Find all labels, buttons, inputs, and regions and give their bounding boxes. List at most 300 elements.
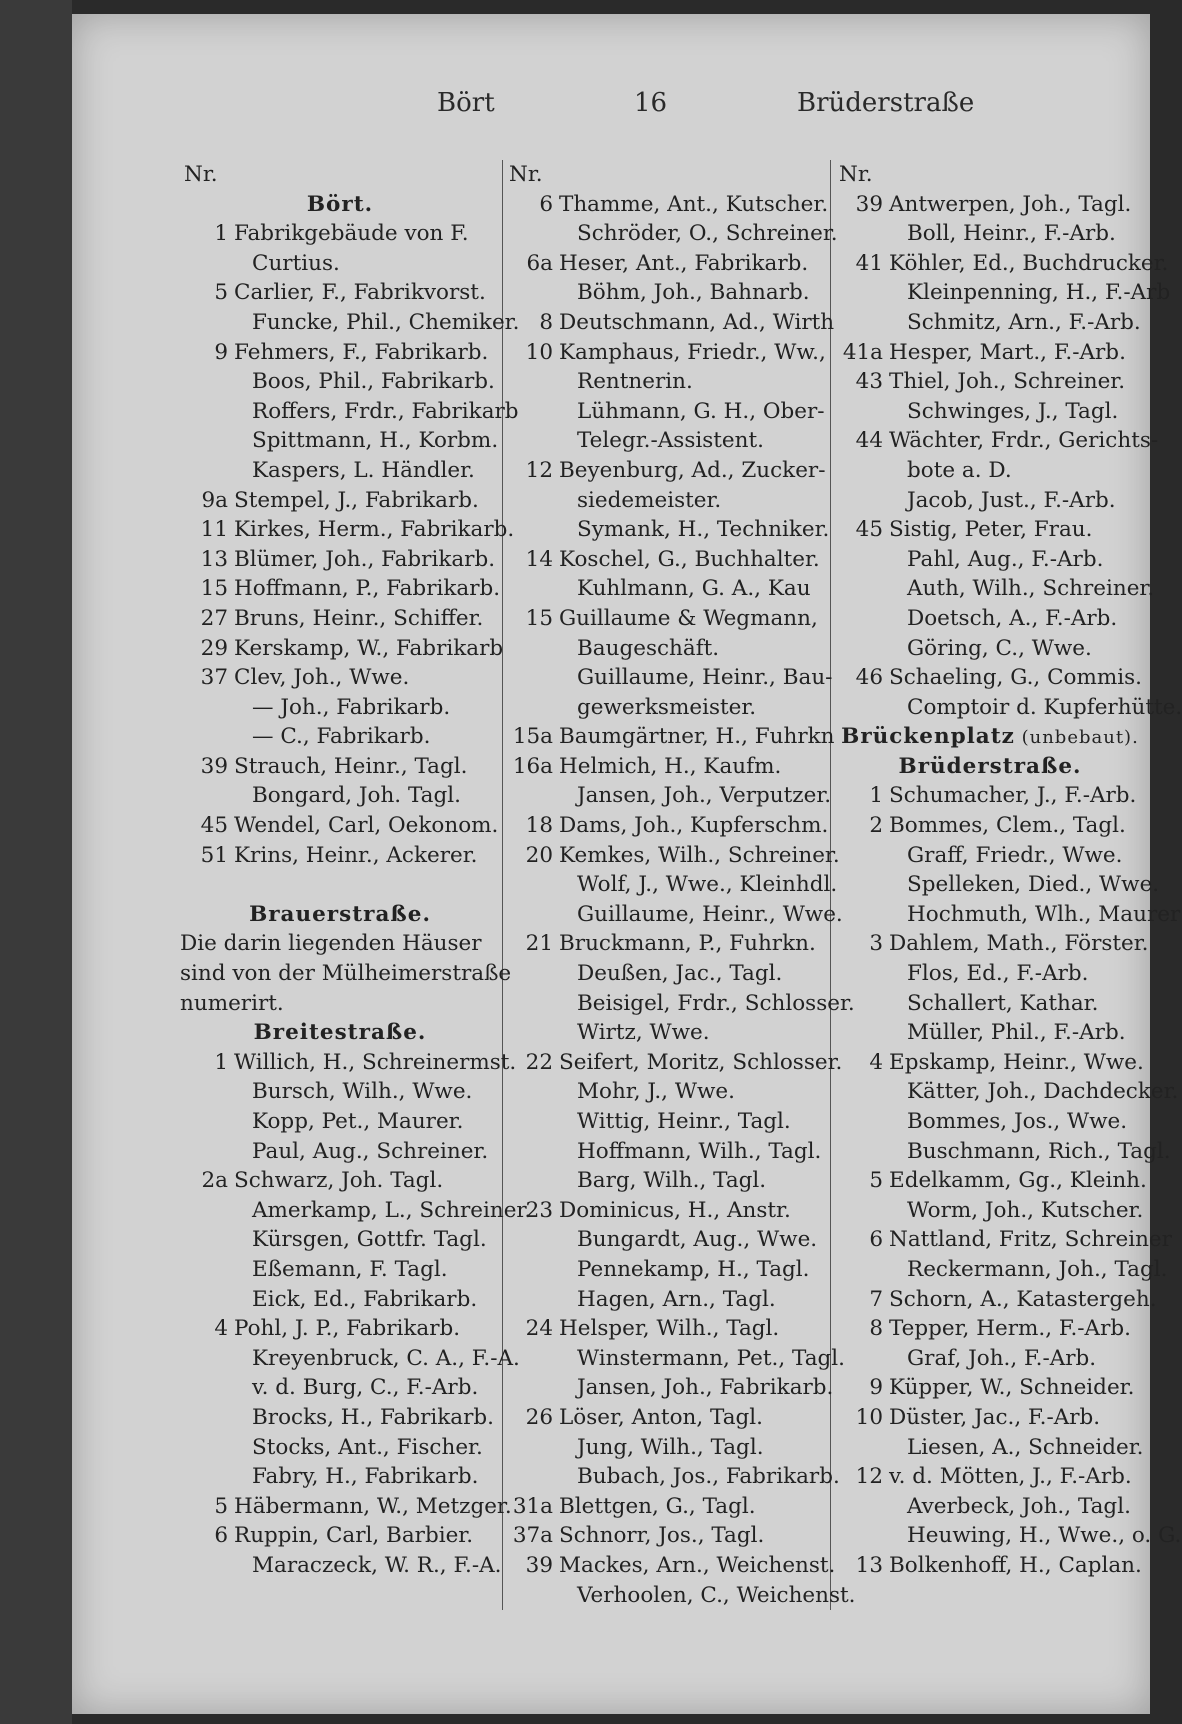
entry-row	[180, 249, 500, 279]
resident-text: Nattland, Fritz, Schreiner	[889, 1227, 1172, 1253]
entry-row	[180, 604, 500, 634]
entry-row	[835, 663, 1145, 693]
entry-row	[505, 1107, 823, 1137]
house-number: 10	[525, 339, 553, 365]
house-number: 4	[869, 1049, 883, 1075]
entry-row	[180, 1166, 500, 1196]
entry-row	[180, 1314, 500, 1344]
entry-row	[835, 1433, 1145, 1463]
resident-text: Dahlem, Math., Förster.	[889, 931, 1149, 957]
resident-text: Brocks, H., Fabrikarb.	[252, 1404, 494, 1430]
resident-text: Jansen, Joh., Verputzer.	[577, 783, 832, 809]
entry-row	[835, 781, 1145, 811]
resident-text: Barg, Wilh., Tagl.	[577, 1168, 767, 1194]
entry-row	[505, 367, 823, 397]
entry-row	[505, 1225, 823, 1255]
resident-text: Beisigel, Frdr., Schlosser.	[577, 990, 855, 1016]
entry-row	[180, 1077, 500, 1107]
entry-row	[835, 1373, 1145, 1403]
resident-text: Deutschmann, Ad., Wirth	[559, 309, 835, 335]
entry-row	[835, 900, 1181, 930]
resident-text: Kürsgen, Gottfr. Tagl.	[252, 1227, 487, 1253]
house-number: 2	[869, 813, 883, 839]
house-number: 13	[200, 546, 228, 572]
resident-text: Schnorr, Jos., Tagl.	[559, 1523, 765, 1549]
entry-row	[835, 1137, 1171, 1167]
house-number: 1	[869, 783, 883, 809]
entry-row	[505, 870, 838, 900]
house-number: 8	[539, 309, 553, 335]
page-number: 16	[634, 88, 668, 118]
resident-text: Wendel, Carl, Oekonom.	[234, 813, 499, 839]
entry-row	[180, 160, 500, 190]
resident-text: Reckermann, Joh., Tagl.	[907, 1256, 1168, 1282]
house-number: 24	[525, 1316, 553, 1342]
entry-row	[180, 693, 500, 723]
house-number: 45	[200, 813, 228, 839]
resident-text: Antwerpen, Joh., Tagl.	[889, 191, 1132, 217]
resident-text: Baumgärtner, H., Fuhrkn	[559, 724, 835, 750]
house-number: 12	[525, 457, 553, 483]
entry-row	[180, 456, 500, 486]
resident-text: Stocks, Ant., Fischer.	[252, 1434, 483, 1460]
entry-row	[505, 1521, 823, 1551]
resident-text: Funcke, Phil., Chemiker.	[252, 309, 520, 335]
house-number: 9a	[201, 487, 228, 513]
house-number: 1	[214, 1049, 228, 1075]
house-number: 6	[214, 1523, 228, 1549]
resident-text: v. d. Mötten, J., F.-Arb.	[889, 1464, 1132, 1490]
resident-text: Graff, Friedr., Wwe.	[907, 842, 1123, 868]
entry-row	[835, 929, 1149, 959]
entry-row	[505, 486, 823, 516]
entry-row	[835, 1196, 1145, 1226]
resident-text: Koschel, G., Buchhalter.	[559, 546, 820, 572]
resident-text: Kaspers, L. Händler.	[252, 457, 475, 483]
entry-row	[505, 604, 823, 634]
entry-row	[505, 1196, 823, 1226]
resident-text: gewerksmeister.	[577, 694, 757, 720]
entry-row	[835, 1314, 1145, 1344]
entry-row	[505, 219, 838, 249]
resident-text: Ruppin, Carl, Barbier.	[234, 1523, 474, 1549]
house-number: 13	[855, 1552, 883, 1578]
resident-text: Schwinges, J., Tagl.	[907, 398, 1119, 424]
resident-text: Averbeck, Joh., Tagl.	[907, 1493, 1131, 1519]
entry-row	[180, 397, 519, 427]
street-note: (unbebaut).	[1014, 727, 1139, 749]
entry-row	[505, 1255, 823, 1285]
resident-text: Hoffmann, Wilh., Tagl.	[577, 1138, 822, 1164]
house-number: 41	[855, 250, 883, 276]
resident-text: Göring, C., Wwe.	[907, 635, 1092, 661]
entry-row	[505, 1166, 823, 1196]
entry-row	[180, 1373, 500, 1403]
resident-text: Hagen, Arn., Tagl.	[577, 1286, 776, 1312]
resident-text: Roffers, Frdr., Fabrikarb	[252, 398, 519, 424]
resident-text: Heser, Ant., Fabrikarb.	[559, 250, 809, 276]
resident-text: Wächter, Frdr., Gerichts-	[889, 428, 1159, 454]
entry-row	[505, 1077, 823, 1107]
entry-row	[505, 663, 833, 693]
entry-row	[835, 1551, 1145, 1581]
resident-text: — Joh., Fabrikarb.	[252, 694, 451, 720]
resident-text: Winstermann, Pet., Tagl.	[577, 1345, 846, 1371]
entry-row	[180, 515, 515, 545]
house-number: 37	[200, 665, 228, 691]
house-number: 23	[525, 1197, 553, 1223]
entry-row	[505, 929, 823, 959]
entry-row	[835, 190, 1145, 220]
resident-text: Blettgen, G., Tagl.	[559, 1493, 756, 1519]
resident-text: Jacob, Just., F.-Arb.	[907, 487, 1116, 513]
resident-text: Kopp, Pet., Maurer.	[252, 1109, 464, 1134]
entry-row	[505, 397, 823, 427]
house-number: 5	[869, 1168, 883, 1194]
header-right: Brüderstraße	[797, 88, 975, 118]
entry-row	[180, 426, 500, 456]
street-heading: Bört.	[306, 191, 374, 217]
house-number: 16a	[512, 753, 553, 779]
resident-text: Helsper, Wilh., Tagl.	[559, 1316, 780, 1342]
entry-row	[835, 1403, 1145, 1433]
entry-row	[505, 1551, 836, 1581]
entry-row	[505, 1581, 856, 1611]
column-divider	[502, 160, 503, 1610]
entry-row	[835, 634, 1145, 664]
resident-text: Clev, Joh., Wwe.	[234, 665, 410, 691]
house-number: 15	[200, 576, 228, 602]
entry-row	[505, 693, 823, 723]
entry-row	[835, 338, 1145, 368]
entry-row	[180, 1462, 500, 1492]
house-number: 51	[200, 842, 228, 868]
house-number: 1	[214, 221, 228, 247]
resident-text: Seifert, Moritz, Schlosser.	[559, 1049, 843, 1075]
street-heading: Brückenplatz	[841, 724, 1015, 750]
resident-text: Bursch, Wilh., Wwe.	[252, 1079, 473, 1105]
house-number: 41a	[842, 339, 883, 365]
resident-text: Thiel, Joh., Schreiner.	[889, 369, 1126, 395]
resident-text: Spittmann, H., Korbm.	[252, 428, 499, 454]
entry-row	[505, 1373, 834, 1403]
entry-row	[180, 841, 500, 871]
entry-row	[180, 663, 500, 693]
resident-text: Helmich, H., Kaufm.	[559, 753, 782, 779]
entry-row	[505, 1314, 823, 1344]
entry-row	[180, 1521, 500, 1551]
resident-text: Thamme, Ant., Kutscher.	[559, 191, 829, 217]
resident-text: Küpper, W., Schneider.	[889, 1375, 1135, 1401]
street-heading: Brüderstraße.	[898, 753, 1082, 779]
resident-text: Häbermann, W., Metzger.	[234, 1493, 512, 1519]
entry-row	[505, 841, 840, 871]
resident-text: Heuwing, H., Wwe., o. G.	[907, 1523, 1182, 1549]
house-number: 27	[200, 605, 228, 631]
entry-row	[505, 900, 843, 930]
house-number: 4	[214, 1316, 228, 1342]
house-number: 2a	[201, 1168, 228, 1194]
house-number: 37a	[512, 1523, 553, 1549]
note-text: sind von der Mülheimerstraße	[180, 961, 512, 987]
house-number: 29	[200, 635, 228, 661]
house-number: 6	[869, 1227, 883, 1253]
resident-text: Edelkamm, Gg., Kleinh.	[889, 1168, 1147, 1194]
entry-row	[505, 1433, 823, 1463]
entry-row	[835, 397, 1145, 427]
resident-text: Schmitz, Arn., F.-Arb.	[907, 309, 1141, 335]
entry-row	[835, 1492, 1145, 1522]
entry-row	[835, 693, 1182, 723]
house-number: 6a	[526, 250, 553, 276]
entry-row	[505, 1048, 843, 1078]
entry-row	[180, 1285, 500, 1315]
entry-row	[180, 1196, 532, 1226]
entry-row	[180, 219, 500, 249]
resident-text: Eßemann, F. Tagl.	[252, 1256, 448, 1282]
house-number: 14	[525, 546, 553, 572]
entry-row	[180, 545, 500, 575]
resident-text: Kätter, Joh., Dachdecker.	[907, 1079, 1179, 1105]
resident-text: Boos, Phil., Fabrikarb.	[252, 369, 495, 395]
resident-text: Bungardt, Aug., Wwe.	[577, 1227, 818, 1253]
resident-text: Fabrikgebäude von F.	[234, 221, 469, 247]
entry-row	[505, 1285, 823, 1315]
entry-row	[835, 219, 1145, 249]
house-number: 15a	[512, 724, 553, 750]
entry-row	[835, 1107, 1145, 1137]
entry-row	[505, 338, 826, 368]
resident-text: siedemeister.	[577, 487, 722, 513]
house-number: 7	[869, 1286, 883, 1312]
resident-text: Baugeschäft.	[577, 635, 720, 661]
entry-row	[505, 574, 823, 604]
entry-row	[180, 278, 500, 308]
resident-text: Worm, Joh., Kutscher.	[907, 1197, 1144, 1223]
resident-text: Schwarz, Joh. Tagl.	[234, 1168, 444, 1194]
resident-text: Amerkamp, L., Schreiner.	[252, 1197, 532, 1223]
resident-text: Schumacher, J., F.-Arb.	[889, 783, 1137, 809]
resident-text: Blümer, Joh., Fabrikarb.	[234, 546, 496, 572]
resident-text: Liesen, A., Schneider.	[907, 1434, 1144, 1460]
house-number: 44	[855, 428, 883, 454]
resident-text: Comptoir d. Kupferhütte.	[907, 694, 1182, 720]
entry-row	[835, 604, 1145, 634]
house-number: 18	[525, 813, 553, 839]
entry-row	[180, 781, 500, 811]
entry-row	[180, 1255, 500, 1285]
resident-text: Sistig, Peter, Frau.	[889, 517, 1093, 543]
resident-text: Jansen, Joh., Fabrikarb.	[577, 1375, 834, 1401]
house-number: 15	[525, 605, 553, 631]
resident-text: Wirtz, Wwe.	[577, 1020, 710, 1046]
resident-text: Buschmann, Rich., Tagl.	[907, 1138, 1171, 1164]
resident-text: Kleinpenning, H., F.-Arb	[907, 280, 1171, 306]
entry-row	[180, 1225, 500, 1255]
entry-row	[180, 1344, 520, 1374]
entry-row	[835, 1285, 1157, 1315]
resident-text: Köhler, Ed., Buchdrucker.	[889, 250, 1169, 276]
resident-text: Carlier, F., Fabrikvorst.	[234, 280, 486, 306]
house-number: 12	[855, 1464, 883, 1490]
entry-row	[505, 1403, 823, 1433]
entry-row	[180, 1137, 500, 1167]
house-number: 9	[214, 339, 228, 365]
entry-row	[505, 1018, 823, 1048]
entry-row	[505, 1344, 846, 1374]
resident-text: Fehmers, F., Fabrikarb.	[234, 339, 489, 365]
house-number: 22	[525, 1049, 553, 1075]
resident-text: Boll, Heinr., F.-Arb.	[907, 221, 1116, 247]
resident-text: Doetsch, A., F.-Arb.	[907, 605, 1118, 631]
resident-text: Strauch, Heinr., Tagl.	[234, 753, 468, 779]
entry-row	[505, 781, 832, 811]
entry-row	[505, 308, 835, 338]
street-heading: Breitestraße.	[253, 1020, 427, 1046]
entry-row	[835, 1166, 1145, 1196]
resident-text: Lühmann, G. H., Ober-	[577, 398, 825, 424]
resident-text: Pennekamp, H., Tagl.	[577, 1256, 810, 1282]
entry-row	[835, 486, 1145, 516]
header-left: Bört	[437, 88, 495, 118]
resident-text: Jung, Wilh., Tagl.	[577, 1434, 764, 1460]
resident-text: Hochmuth, Wlh., Maurer	[907, 901, 1181, 927]
resident-text: Guillaume, Heinr., Bau-	[577, 665, 833, 691]
entry-row	[180, 308, 520, 338]
entry-row	[180, 722, 500, 752]
resident-text: Kamphaus, Friedr., Ww.,	[559, 339, 826, 365]
entry-row	[505, 722, 835, 752]
entry-row	[505, 456, 826, 486]
entry-row	[180, 811, 500, 841]
house-number: 46	[855, 665, 883, 691]
entry-row	[180, 486, 500, 516]
resident-text: Pahl, Aug., F.-Arb.	[907, 546, 1104, 572]
entry-row	[505, 278, 823, 308]
house-number: 31a	[512, 1493, 553, 1519]
entry-row	[180, 752, 500, 782]
entry-row	[180, 367, 500, 397]
scan-edge	[0, 0, 72, 1724]
house-number: 39	[855, 191, 883, 217]
resident-text: Epskamp, Heinr., Wwe.	[889, 1049, 1144, 1075]
resident-text: Tepper, Herm., F.-Arb.	[889, 1316, 1131, 1342]
resident-text: Schallert, Kathar.	[907, 990, 1099, 1016]
resident-text: Hoffmann, P., Fabrikarb.	[234, 576, 501, 602]
entry-row	[505, 160, 823, 190]
resident-text: Wittig, Heinr., Tagl.	[577, 1109, 791, 1134]
entry-row	[835, 160, 1145, 190]
resident-text: Wolf, J., Wwe., Kleinhdl.	[577, 872, 838, 898]
entry-row	[505, 811, 829, 841]
entry-row	[835, 841, 1145, 871]
resident-text: Düster, Jac., F.-Arb.	[889, 1404, 1101, 1430]
resident-text: Dams, Joh., Kupferschm.	[559, 813, 829, 839]
entry-row	[835, 811, 1145, 841]
house-number: 26	[525, 1404, 553, 1430]
house-number: 43	[855, 369, 883, 395]
resident-text: Eick, Ed., Fabrikarb.	[252, 1286, 478, 1312]
resident-text: Flos, Ed., F.-Arb.	[907, 961, 1089, 987]
resident-text: Bubach, Jos., Fabrikarb.	[577, 1464, 840, 1490]
resident-text: Willich, H., Schreinermst.	[234, 1049, 517, 1075]
entry-row	[835, 426, 1159, 456]
entry-row	[180, 1107, 500, 1137]
resident-text: v. d. Burg, C., F.-Arb.	[252, 1375, 479, 1401]
entry-row	[505, 1492, 823, 1522]
entry-row	[180, 1403, 500, 1433]
resident-text: Rentnerin.	[577, 369, 693, 395]
entry-row	[505, 989, 855, 1019]
column-label: Nr.	[509, 162, 543, 187]
column-2	[505, 160, 856, 1610]
resident-text: Schröder, O., Schreiner.	[577, 221, 838, 247]
entry-row	[505, 1137, 823, 1167]
entry-row	[835, 1462, 1145, 1492]
resident-text: Müller, Phil., F.-Arb.	[907, 1020, 1126, 1046]
entry-row	[180, 338, 500, 368]
resident-text: Stempel, J., Fabrikarb.	[234, 487, 479, 513]
house-number: 21	[525, 931, 553, 957]
house-number: 3	[869, 931, 883, 957]
resident-text: Auth, Wilh., Schreiner.	[907, 576, 1155, 602]
resident-text: Verhoolen, C., Weichenst.	[577, 1582, 856, 1608]
resident-text: Fabry, H., Fabrikarb.	[252, 1464, 479, 1490]
entry-row	[835, 515, 1145, 545]
resident-text: Pohl, J. P., Fabrikarb.	[234, 1316, 461, 1342]
resident-text: Kerskamp, W., Fabrikarb	[234, 635, 504, 661]
resident-text: bote a. D.	[907, 457, 1012, 483]
entry-row	[835, 959, 1145, 989]
resident-text: Schorn, A., Katastergeh.	[889, 1286, 1157, 1312]
entry-row	[835, 1225, 1172, 1255]
entry-row	[180, 1492, 512, 1522]
entry-row	[835, 1018, 1145, 1048]
entry-row	[180, 1433, 500, 1463]
entry-row	[835, 456, 1145, 486]
resident-text: Spelleken, Died., Wwe.	[907, 872, 1160, 898]
resident-text: Maraczeck, W. R., F.-A.	[252, 1552, 502, 1578]
resident-text: Kreyenbruck, C. A., F.-A.	[252, 1345, 520, 1371]
entry-row	[835, 1077, 1179, 1107]
entry-row	[505, 752, 823, 782]
entry-row	[835, 308, 1145, 338]
resident-text: Mackes, Arn., Weichenst.	[559, 1552, 836, 1578]
entry-row	[505, 1462, 840, 1492]
house-number: 20	[525, 842, 553, 868]
house-number: 6	[539, 191, 553, 217]
entry-row	[835, 870, 1160, 900]
resident-text: Guillaume, Heinr., Wwe.	[577, 901, 843, 927]
resident-text: Paul, Aug., Schreiner.	[252, 1138, 489, 1164]
street-heading: Brauerstraße.	[249, 901, 431, 927]
house-number: 39	[200, 753, 228, 779]
column-1	[180, 160, 532, 1581]
resident-text: Deußen, Jac., Tagl.	[577, 961, 783, 987]
column-label: Nr.	[839, 162, 873, 187]
entry-row	[835, 367, 1145, 397]
entry-row	[835, 249, 1169, 279]
house-number: 39	[525, 1552, 553, 1578]
resident-text: Bongard, Joh. Tagl.	[252, 783, 461, 809]
entry-row	[180, 1551, 500, 1581]
resident-text: Mohr, J., Wwe.	[577, 1079, 735, 1105]
resident-text: Bommes, Jos., Wwe.	[907, 1109, 1128, 1134]
house-number: 5	[214, 1493, 228, 1519]
resident-text: Bruckmann, P., Fuhrkn.	[559, 931, 816, 957]
entry-row	[505, 959, 823, 989]
house-number: 5	[214, 280, 228, 306]
